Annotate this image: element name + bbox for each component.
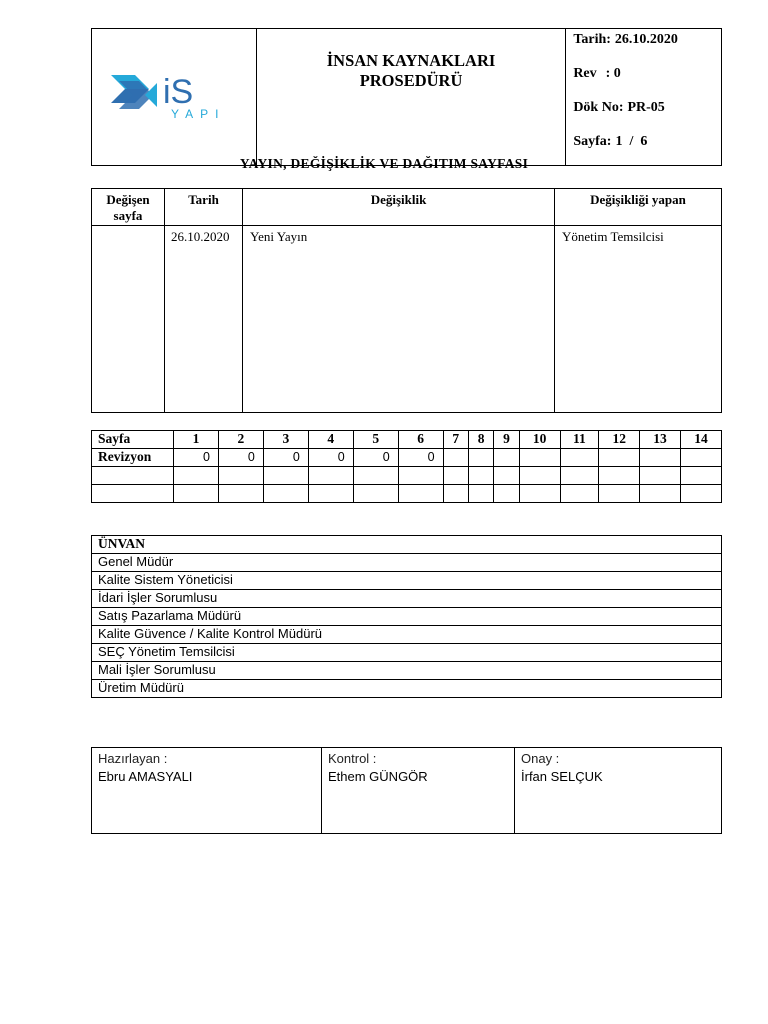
- page-number: 14: [680, 431, 721, 449]
- page-number: 5: [353, 431, 398, 449]
- meta-tarih: Tarih: 26.10.2020: [573, 32, 678, 47]
- revision-value: [443, 449, 468, 467]
- list-item: Kalite Güvence / Kalite Kontrol Müdürü: [92, 626, 722, 644]
- document-header: [91, 28, 722, 166]
- revision-value: 0: [398, 449, 443, 467]
- page-number: 7: [443, 431, 468, 449]
- page-number: 9: [494, 431, 519, 449]
- section-title: YAYIN, DEĞİŞİKLİK VE DAĞITIM SAYFASI: [239, 156, 529, 171]
- page-number: 13: [640, 431, 681, 449]
- list-item: Satış Pazarlama Müdürü: [92, 608, 722, 626]
- revision-empty-row: [92, 467, 722, 485]
- revision-value: [560, 449, 599, 467]
- page-number: 4: [308, 431, 353, 449]
- revision-value: 0: [308, 449, 353, 467]
- page-number: 1: [174, 431, 219, 449]
- revision-empty-row: [92, 485, 722, 503]
- revision-value: [599, 449, 640, 467]
- checked-by-name: Ethem GÜNGÖR: [328, 769, 428, 784]
- revision-value: 0: [263, 449, 308, 467]
- page-number: 8: [468, 431, 493, 449]
- meta-cell: [566, 29, 722, 166]
- prepared-by-name: Ebru AMASYALI: [98, 769, 193, 784]
- revision-table: [91, 430, 722, 503]
- page-number: 2: [218, 431, 263, 449]
- col-header-changed-by: Değişikliği yapan: [555, 189, 722, 226]
- revizyon-label: Revizyon: [92, 449, 174, 467]
- page-number: 6: [398, 431, 443, 449]
- page-number: 10: [519, 431, 560, 449]
- revision-value: [468, 449, 493, 467]
- table-row: [92, 226, 722, 413]
- doc-title-line2: PROSEDÜRÜ: [359, 71, 463, 90]
- approved-by-cell: [515, 748, 722, 834]
- prepared-by-label: Hazırlayan :: [98, 751, 168, 766]
- distribution-header: ÜNVAN: [92, 536, 722, 554]
- revision-value: [680, 449, 721, 467]
- approved-by-label: Onay :: [521, 751, 560, 766]
- logo-text: iS: [162, 72, 194, 111]
- page-number: 12: [599, 431, 640, 449]
- list-item: Kalite Sistem Yöneticisi: [92, 572, 722, 590]
- list-item: SEÇ Yönetim Temsilcisi: [92, 644, 722, 662]
- col-header-date: Tarih: [165, 189, 243, 226]
- meta-dok-no: Dök No: PR-05: [573, 100, 665, 115]
- list-item: Üretim Müdürü: [92, 680, 722, 698]
- checked-by-label: Kontrol :: [328, 751, 377, 766]
- col-header-page: Değişen sayfa: [92, 189, 165, 226]
- list-item: Mali İşler Sorumlusu: [92, 662, 722, 680]
- cell-changed-by: Yönetim Temsilcisi: [555, 226, 722, 413]
- col-header-change: Değişiklik: [243, 189, 555, 226]
- revision-value: 0: [353, 449, 398, 467]
- approval-table: [91, 747, 722, 834]
- page-number: 11: [560, 431, 599, 449]
- checked-by-cell: [322, 748, 515, 834]
- revision-value: [519, 449, 560, 467]
- logo-subtext: YAPI: [170, 106, 226, 121]
- company-logo-icon: [109, 67, 239, 123]
- sayfa-label: Sayfa: [92, 431, 174, 449]
- revision-value: 0: [174, 449, 219, 467]
- distribution-table: [91, 535, 722, 698]
- approved-by-name: İrfan SELÇUK: [521, 769, 603, 784]
- revision-value: 0: [218, 449, 263, 467]
- page-number: 3: [263, 431, 308, 449]
- title-cell: [256, 29, 566, 166]
- revision-page-row: [92, 431, 722, 449]
- list-item: İdari İşler Sorumlusu: [92, 590, 722, 608]
- revision-value: [494, 449, 519, 467]
- list-item: Genel Müdür: [92, 554, 722, 572]
- cell-change: Yeni Yayın: [243, 226, 555, 413]
- changes-table: [91, 188, 722, 413]
- meta-rev: Rev : 0: [573, 66, 621, 81]
- company-logo: [109, 67, 239, 128]
- revision-value-row: [92, 449, 722, 467]
- meta-sayfa: Sayfa: 1 / 6: [573, 134, 648, 149]
- logo-cell: [92, 29, 257, 166]
- revision-value: [640, 449, 681, 467]
- doc-title-line1: İNSAN KAYNAKLARI: [326, 51, 496, 70]
- cell-date: 26.10.2020: [165, 226, 243, 413]
- cell-page: [92, 226, 165, 413]
- prepared-by-cell: [92, 748, 322, 834]
